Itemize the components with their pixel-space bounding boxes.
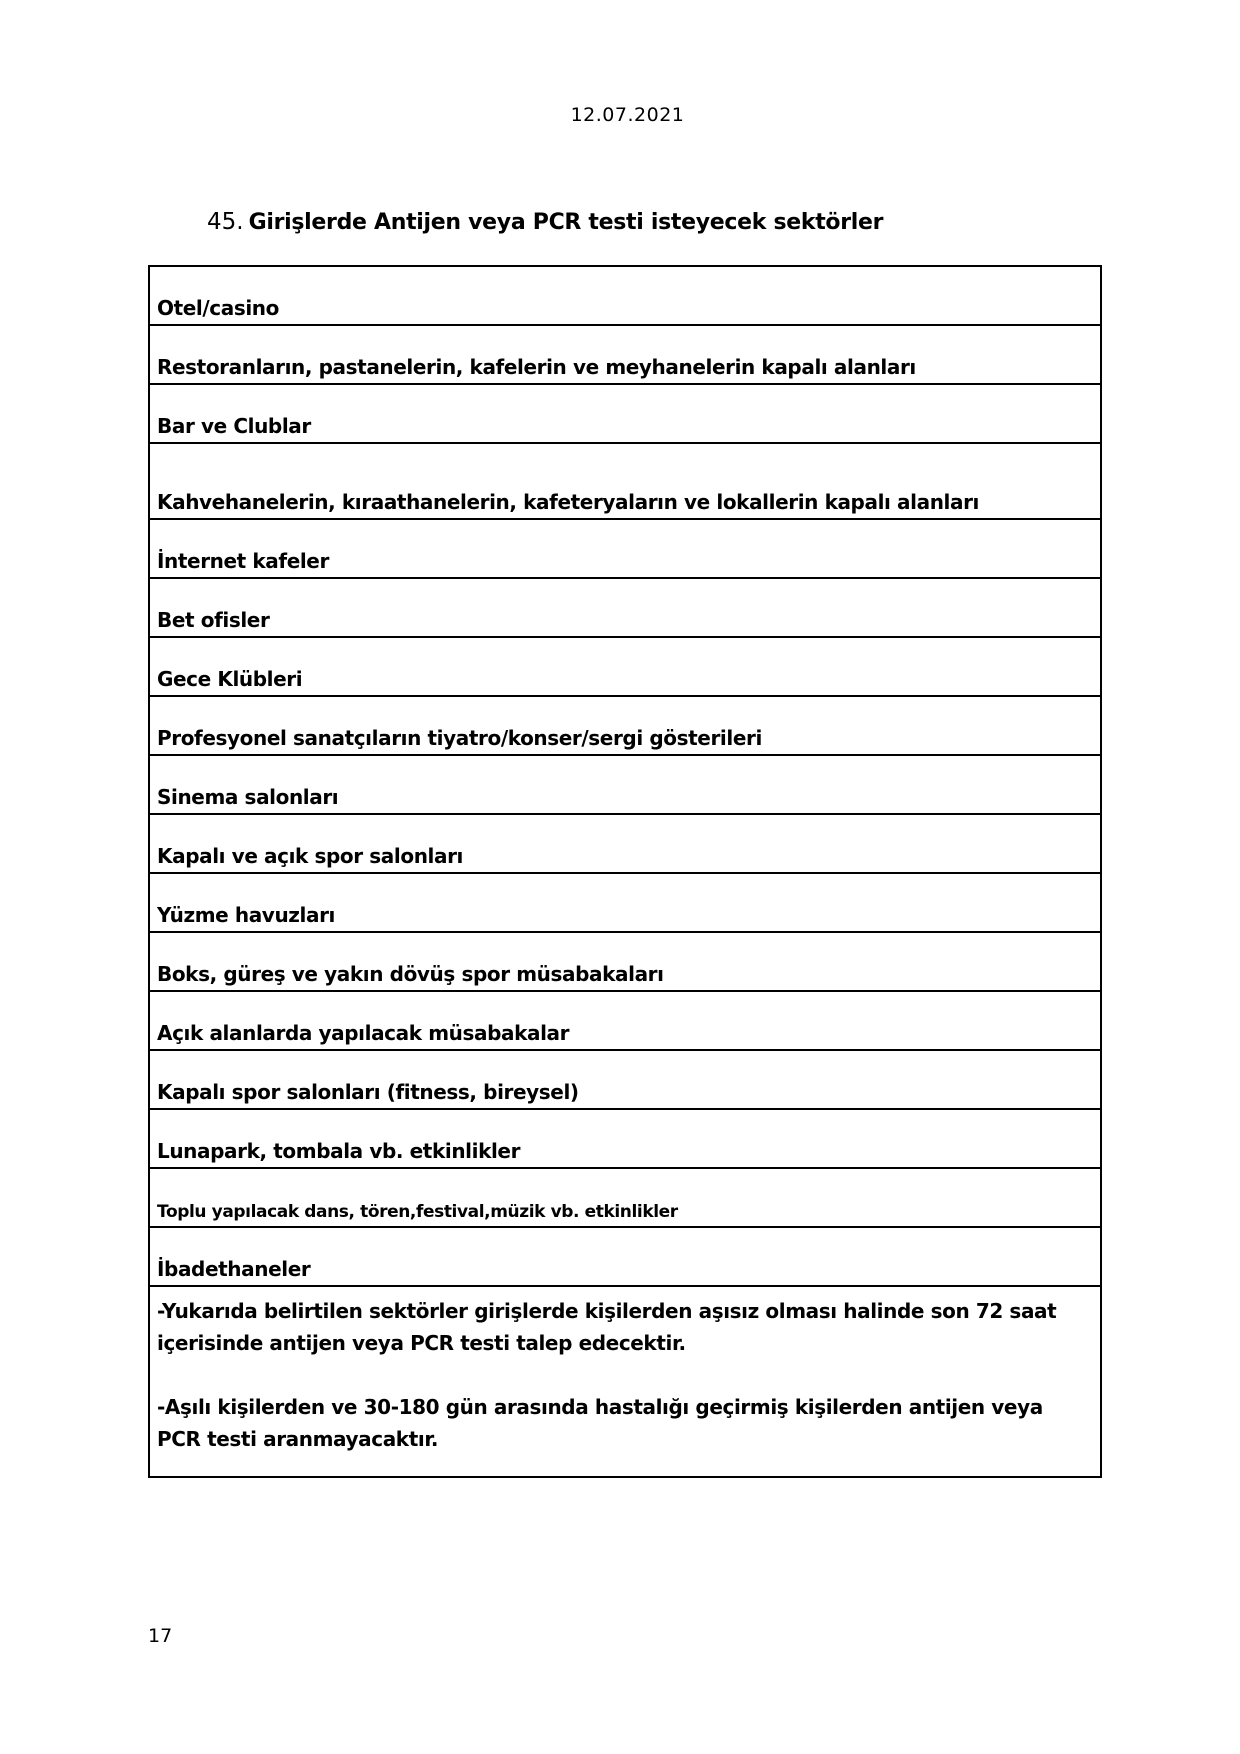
table-row: Bet ofisler — [150, 579, 1100, 638]
table-row: Profesyonel sanatçıların tiyatro/konser/sergi gösterileri — [150, 697, 1100, 756]
section-heading — [207, 208, 883, 236]
document-date: 12.07.2021 — [570, 104, 685, 126]
table-row: Bar ve Clublar — [150, 385, 1100, 444]
table-row: İnternet kafeler — [150, 520, 1100, 579]
page-number: 17 — [148, 1625, 173, 1647]
section-number: 45. — [207, 209, 244, 235]
table-row: Kahvehanelerin, kıraathanelerin, kafeteryaların ve lokallerin kapalı alanları — [150, 444, 1100, 520]
note-paragraph: -Aşılı kişilerden ve 30-180 gün arasında hastalığı geçirmiş kişilerden antijen veya PCR testi aranmayacaktır. — [157, 1395, 1043, 1451]
table-row: Otel/casino — [150, 267, 1100, 326]
table-row: Yüzme havuzları — [150, 874, 1100, 933]
table-row: Kapalı ve açık spor salonları — [150, 815, 1100, 874]
section-title: Girişlerde Antijen veya PCR testi isteyecek sektörler — [248, 210, 884, 235]
table-row: İbadethaneler — [150, 1228, 1100, 1287]
sectors-table — [148, 265, 1102, 1478]
table-row: Gece Klübleri — [150, 638, 1100, 697]
note-paragraph: -Yukarıda belirtilen sektörler girişlerde kişilerden aşısız olması halinde son 72 saat içerisinde antijen veya PCR testi talep edecektir. — [157, 1299, 1057, 1355]
table-row: Kapalı spor salonları (fitness, bireysel) — [150, 1051, 1100, 1110]
table-row: Açık alanlarda yapılacak müsabakalar — [150, 992, 1100, 1051]
table-row: Restoranların, pastanelerin, kafelerin ve meyhanelerin kapalı alanları — [150, 326, 1100, 385]
table-row: Boks, güreş ve yakın dövüş spor müsabakaları — [150, 933, 1100, 992]
table-row: Sinema salonları — [150, 756, 1100, 815]
notes-cell — [150, 1287, 1100, 1476]
table-row: Toplu yapılacak dans, tören,festival,müzik vb. etkinlikler — [150, 1169, 1100, 1228]
table-row: Lunapark, tombala vb. etkinlikler — [150, 1110, 1100, 1169]
